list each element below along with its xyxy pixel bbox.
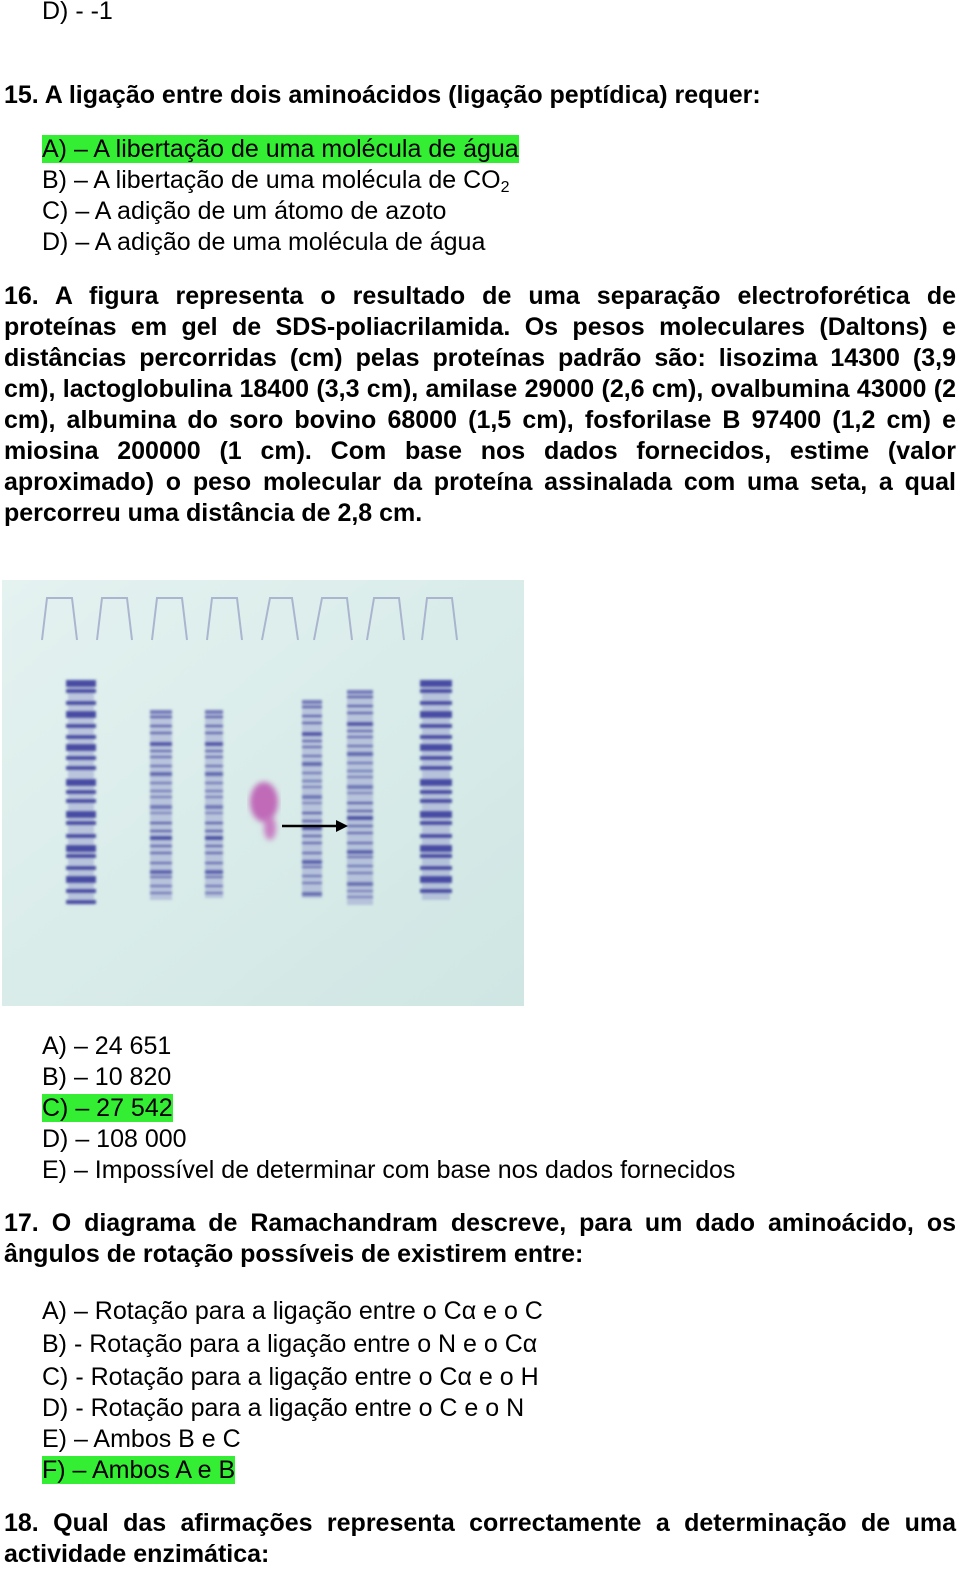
gel-band — [66, 854, 96, 858]
gel-band — [302, 762, 322, 766]
gel-band — [150, 710, 172, 714]
q15-option-d[interactable] — [42, 227, 485, 258]
gel-band — [66, 766, 96, 770]
gel-band — [420, 845, 452, 852]
gel-band — [347, 842, 373, 844]
gel-band — [347, 816, 373, 820]
q15-option-a[interactable] — [42, 134, 519, 165]
gel-band — [205, 796, 223, 798]
gel-band — [66, 876, 96, 883]
gel-band — [205, 790, 223, 792]
gel-band — [302, 715, 322, 717]
gel-band — [302, 852, 322, 854]
gel-band — [302, 755, 322, 757]
gel-band — [420, 779, 452, 786]
gel-band — [420, 866, 452, 870]
gel-band — [205, 876, 223, 878]
question-17-text: 17. O diagrama de Ramachandram descreve, para um dado aminoácido, os ângulos de rotação possíveis de existirem entre: — [4, 1209, 956, 1268]
gel-band — [302, 835, 322, 837]
gel-band — [66, 866, 96, 870]
gel-band — [347, 690, 373, 694]
gel-band — [302, 866, 322, 868]
q17-option-d[interactable] — [42, 1393, 524, 1424]
gel-band — [302, 706, 322, 708]
q17-option-a-text: A) – Rotação para a ligação entre o Cα e o C — [42, 1297, 543, 1325]
gel-band — [150, 756, 172, 758]
gel-band — [150, 876, 172, 878]
gel-band — [150, 812, 172, 814]
gel-band — [205, 830, 223, 832]
gel-band — [420, 766, 452, 770]
gel-band — [66, 834, 96, 838]
q15-option-c[interactable] — [42, 196, 446, 227]
gel-band — [347, 730, 373, 732]
gel-band — [66, 701, 96, 705]
gel-band — [347, 890, 373, 892]
gel-band — [150, 732, 172, 734]
gel-band — [66, 889, 96, 893]
gel-band — [205, 812, 223, 814]
q15-option-b-text: B) – A libertação de uma molécula de CO — [42, 166, 501, 194]
gel-band — [150, 796, 172, 798]
q16-option-a-text: A) – 24 651 — [42, 1032, 172, 1060]
gel-band — [347, 832, 373, 834]
gel-band — [420, 724, 452, 728]
gel-band — [347, 696, 373, 698]
question-18-text: 18. Qual das afirmações representa correctamente a determinação de uma actividade enzimática: — [4, 1509, 956, 1568]
q15-option-a-text: A) – A libertação de uma molécula de água — [42, 135, 519, 163]
q17-option-f[interactable] — [42, 1455, 235, 1486]
q17-option-b-text: B) - Rotação para a ligação entre o N e o Cα — [42, 1330, 538, 1358]
gel-band — [347, 785, 373, 789]
gel-band — [66, 680, 96, 687]
q16-option-d[interactable] — [42, 1124, 187, 1155]
gel-band — [420, 701, 452, 705]
gel-band — [205, 710, 223, 714]
gel-band — [420, 811, 452, 818]
gel-band — [66, 779, 96, 786]
gel-band — [205, 862, 223, 864]
gel-band — [302, 746, 322, 748]
gel-band — [347, 745, 373, 747]
gel-band — [347, 752, 373, 756]
previous-option-d: D) - -1 — [42, 0, 113, 25]
gel-band — [150, 885, 172, 887]
q17-option-b[interactable] — [42, 1329, 537, 1360]
gel-band — [205, 765, 223, 767]
gel-band — [205, 756, 223, 758]
gel-band — [205, 742, 223, 746]
q17-option-c-text: C) - Rotação para a ligação entre o Cα e o H — [42, 1363, 539, 1391]
gel-band — [420, 876, 452, 883]
gel-band — [150, 725, 172, 727]
gel-band — [66, 811, 96, 818]
gel-band — [66, 821, 96, 825]
gel-band — [302, 812, 322, 814]
gel-band — [66, 724, 96, 728]
gel-band — [347, 856, 373, 858]
q17-option-a[interactable] — [42, 1296, 543, 1327]
q17-option-e-text: E) – Ambos B e C — [42, 1425, 241, 1453]
gel-band — [420, 689, 452, 693]
gel-band — [150, 870, 172, 874]
gel-band — [302, 772, 322, 774]
gel-band — [205, 716, 223, 718]
question-15-title: 15. A ligação entre dois aminoácidos (ligação peptídica) requer: — [4, 81, 761, 109]
gel-band — [150, 716, 172, 718]
gel-band — [420, 790, 452, 794]
gel-band — [347, 776, 373, 778]
gel-band — [66, 845, 96, 852]
gel-band — [205, 852, 223, 854]
gel-band — [420, 821, 452, 825]
gel-band — [420, 735, 452, 739]
gel-band — [205, 836, 223, 840]
gel-band — [150, 830, 172, 832]
gel-band — [205, 772, 223, 776]
gel-band — [302, 786, 322, 788]
gel-band — [302, 842, 322, 844]
gel-band — [150, 845, 172, 847]
gel-band — [302, 795, 322, 799]
gel-band — [302, 860, 322, 864]
gel-band — [150, 765, 172, 767]
gel-band — [347, 825, 373, 827]
q17-option-c[interactable] — [42, 1362, 539, 1393]
gel-band — [150, 852, 172, 854]
gel-band — [420, 799, 452, 803]
gel-band — [420, 711, 452, 718]
gel-band — [205, 892, 223, 894]
q16-option-d-text: D) – 108 000 — [42, 1125, 187, 1153]
gel-band — [150, 782, 172, 784]
gel-band — [66, 735, 96, 739]
gel-band — [205, 885, 223, 887]
gel-band — [347, 882, 373, 886]
gel-band — [347, 736, 373, 738]
q17-option-f-text: F) – Ambos A e B — [42, 1456, 236, 1484]
gel-band — [302, 820, 322, 822]
gel-band — [66, 799, 96, 803]
q16-option-e-text: E) – Impossível de determinar com base nos dados fornecidos — [42, 1156, 736, 1184]
gel-band — [150, 805, 172, 809]
gel-band — [347, 792, 373, 794]
gel-band — [150, 836, 172, 840]
gel-band — [150, 772, 172, 776]
gel-band — [205, 870, 223, 874]
q17-option-d-text: D) - Rotação para a ligação entre o C e o N — [42, 1394, 525, 1422]
gel-band — [302, 892, 322, 896]
gel-band — [150, 862, 172, 864]
gel-band — [205, 732, 223, 734]
gel-band — [205, 805, 223, 809]
q16-option-c[interactable] — [42, 1093, 173, 1124]
gel-band — [420, 756, 452, 760]
gel-band — [150, 790, 172, 792]
gel-band — [420, 889, 452, 893]
gel-band — [420, 834, 452, 838]
gel-band — [150, 750, 172, 752]
gel-band — [347, 722, 373, 726]
q15-option-b[interactable] — [42, 165, 510, 196]
q16-option-b-text: B) – 10 820 — [42, 1063, 172, 1091]
gel-band — [302, 722, 322, 724]
question-16-paragraph: 16. A figura representa o resultado de uma separação electroforética de proteínas em gel de SDS-poliacrilamida. Os pesos moleculares (Daltons) e distâncias percorridas (cm) pelas proteínas padrão são: lisozima 14300 (3,9 cm), lactoglobulina 18400 (3,3 cm), amilase 29000 (2,6 cm), ovalbumina 43000 (2 cm), albumina do soro bovino 68000 (1,5 cm), fosforilase B 97400 (1,2 cm) e miosina 200000 (1 cm). Com base nos dados fornecidos, estime (valor aproximado) o peso molecular da proteína assinalada com uma seta, a qual percorreu uma distância de 2,8 cm. — [4, 282, 956, 527]
gel-band — [347, 712, 373, 714]
q16-option-e[interactable] — [42, 1155, 735, 1186]
gel-band — [420, 680, 452, 687]
gel-band — [420, 854, 452, 858]
gel-band — [347, 762, 373, 764]
gel-band — [302, 740, 322, 742]
gel-band — [66, 689, 96, 693]
gel-band — [347, 872, 373, 874]
gel-band — [302, 732, 322, 736]
gel-band — [205, 750, 223, 752]
gel-band — [302, 802, 322, 804]
gel-band — [420, 744, 452, 751]
gel-band — [347, 810, 373, 812]
gel-band — [347, 802, 373, 804]
electrophoresis-gel-image — [2, 580, 524, 1006]
question-16-text — [4, 281, 956, 529]
gel-band — [66, 900, 96, 904]
gel-band — [302, 780, 322, 782]
gel-band — [302, 882, 322, 884]
gel-band — [347, 850, 373, 854]
q16-option-c-text: C) – 27 542 — [42, 1094, 173, 1122]
q16-option-a[interactable] — [42, 1031, 171, 1062]
gel-band — [150, 892, 172, 894]
q17-option-e[interactable] — [42, 1424, 241, 1455]
gel-band — [347, 865, 373, 867]
gel-band — [302, 700, 322, 704]
gel-band — [150, 742, 172, 746]
gel-band — [205, 822, 223, 824]
q16-option-b[interactable] — [42, 1062, 171, 1093]
gel-band — [347, 705, 373, 707]
gel-band — [347, 770, 373, 772]
gel-band — [302, 875, 322, 877]
gel-band — [66, 711, 96, 718]
gel-band — [205, 725, 223, 727]
gel-band — [66, 790, 96, 794]
gel-band — [205, 782, 223, 784]
gel-lane — [205, 710, 223, 898]
co2-subscript: 2 — [500, 179, 510, 196]
gel-band — [150, 822, 172, 824]
q15-option-d-text: D) – A adição de uma molécula de água — [42, 228, 486, 256]
gel-band — [205, 845, 223, 847]
gel-band — [347, 896, 373, 898]
q15-option-c-text: C) – A adição de um átomo de azoto — [42, 197, 447, 225]
gel-band — [66, 744, 96, 751]
gel-band — [66, 756, 96, 760]
